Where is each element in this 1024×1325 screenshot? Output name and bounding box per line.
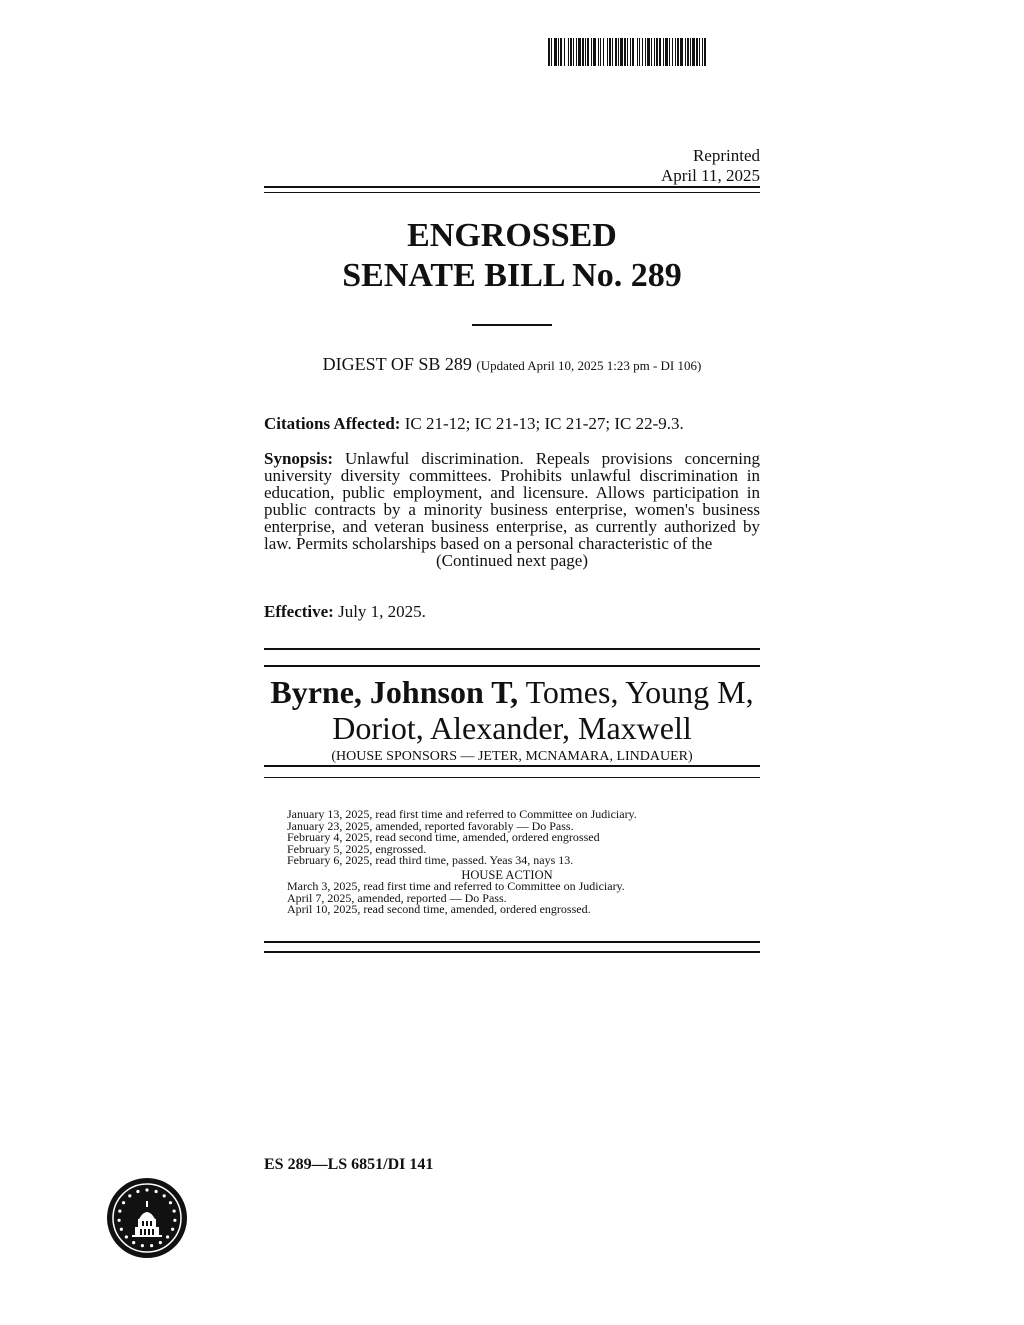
citations	[264, 415, 760, 432]
title-underline	[472, 324, 552, 326]
synopsis	[264, 450, 760, 569]
reprint-block	[560, 146, 760, 186]
citations-label: Citations Affected:	[264, 414, 401, 433]
house-action-2: April 7, 2025, amended, reported — Do Pass.	[287, 890, 507, 905]
effective	[264, 603, 760, 620]
senate-action-1: January 13, 2025, read first time and referred to Committee on Judiciary.	[287, 807, 637, 821]
digest-updated: (Updated April 10, 2025 1:23 pm - DI 106)	[476, 358, 702, 373]
effective-label: Effective:	[264, 602, 334, 621]
house-action-1: March 3, 2025, read first time and referred to Committee on Judiciary.	[287, 879, 625, 893]
legislative-actions	[287, 809, 727, 916]
coauthors-1: Tomes, Young M,	[525, 674, 754, 710]
senate-action-5: February 6, 2025, read third time, passed. Yeas 34, nays 13.	[287, 853, 574, 867]
reprint-label: Reprinted	[692, 146, 760, 165]
senate-action-3: February 4, 2025, read second time, amended, ordered engrossed	[287, 830, 600, 844]
synopsis-text: Unlawful discrimination. Repeals provisions concerning university diversity committees. Prohibits unlawful discrimination in education, public employment, and licensure. Allows participation in public contracts by a minority business enterprise, women's business enterprise, and veteran business enterprise, as currently authorized by law. Permits scholarships based on a personal characteristic of the	[264, 449, 761, 553]
divider-top-1	[264, 186, 760, 188]
digest-main: DIGEST OF SB 289	[322, 354, 472, 374]
sponsor-line-1	[264, 674, 760, 710]
effective-value: July 1, 2025.	[338, 602, 426, 621]
divider-bottom-2	[264, 951, 760, 953]
senate-action-4: February 5, 2025, engrossed.	[287, 841, 427, 856]
indiana-state-seal-icon	[106, 1177, 188, 1259]
barcode-icon	[548, 38, 782, 66]
authors: Byrne, Johnson T,	[270, 674, 519, 710]
senate-action-2: January 23, 2025, amended, reported favorably — Do Pass.	[287, 818, 574, 833]
house-action-3: April 10, 2025, read second time, amended, ordered engrossed.	[287, 902, 591, 916]
divider-mid-2	[264, 665, 760, 667]
synopsis-label: Synopsis:	[264, 449, 333, 468]
bill-type: ENGROSSED	[407, 217, 617, 254]
house-sponsors: (HOUSE SPONSORS — JETER, MCNAMARA, LINDAUER)	[331, 749, 693, 764]
reprint-date: April 11, 2025	[660, 166, 760, 185]
synopsis-continued: (Continued next page)	[435, 551, 588, 570]
bill-code: ES 289—LS 6851/DI 141	[264, 1156, 434, 1173]
divider-mid-1	[264, 648, 760, 650]
divider-bottom-1	[264, 941, 760, 943]
coauthors-2: Doriot, Alexander, Maxwell	[332, 710, 692, 746]
divider-sponsor-1	[264, 765, 760, 767]
divider-sponsor-2	[264, 777, 760, 778]
divider-top-2	[264, 192, 760, 193]
bill-number: SENATE BILL No. 289	[342, 257, 682, 294]
citations-value: IC 21-12; IC 21-13; IC 21-27; IC 22-9.3.	[404, 414, 684, 433]
digest-heading	[264, 354, 760, 375]
house-action-heading: HOUSE ACTION	[461, 867, 553, 882]
